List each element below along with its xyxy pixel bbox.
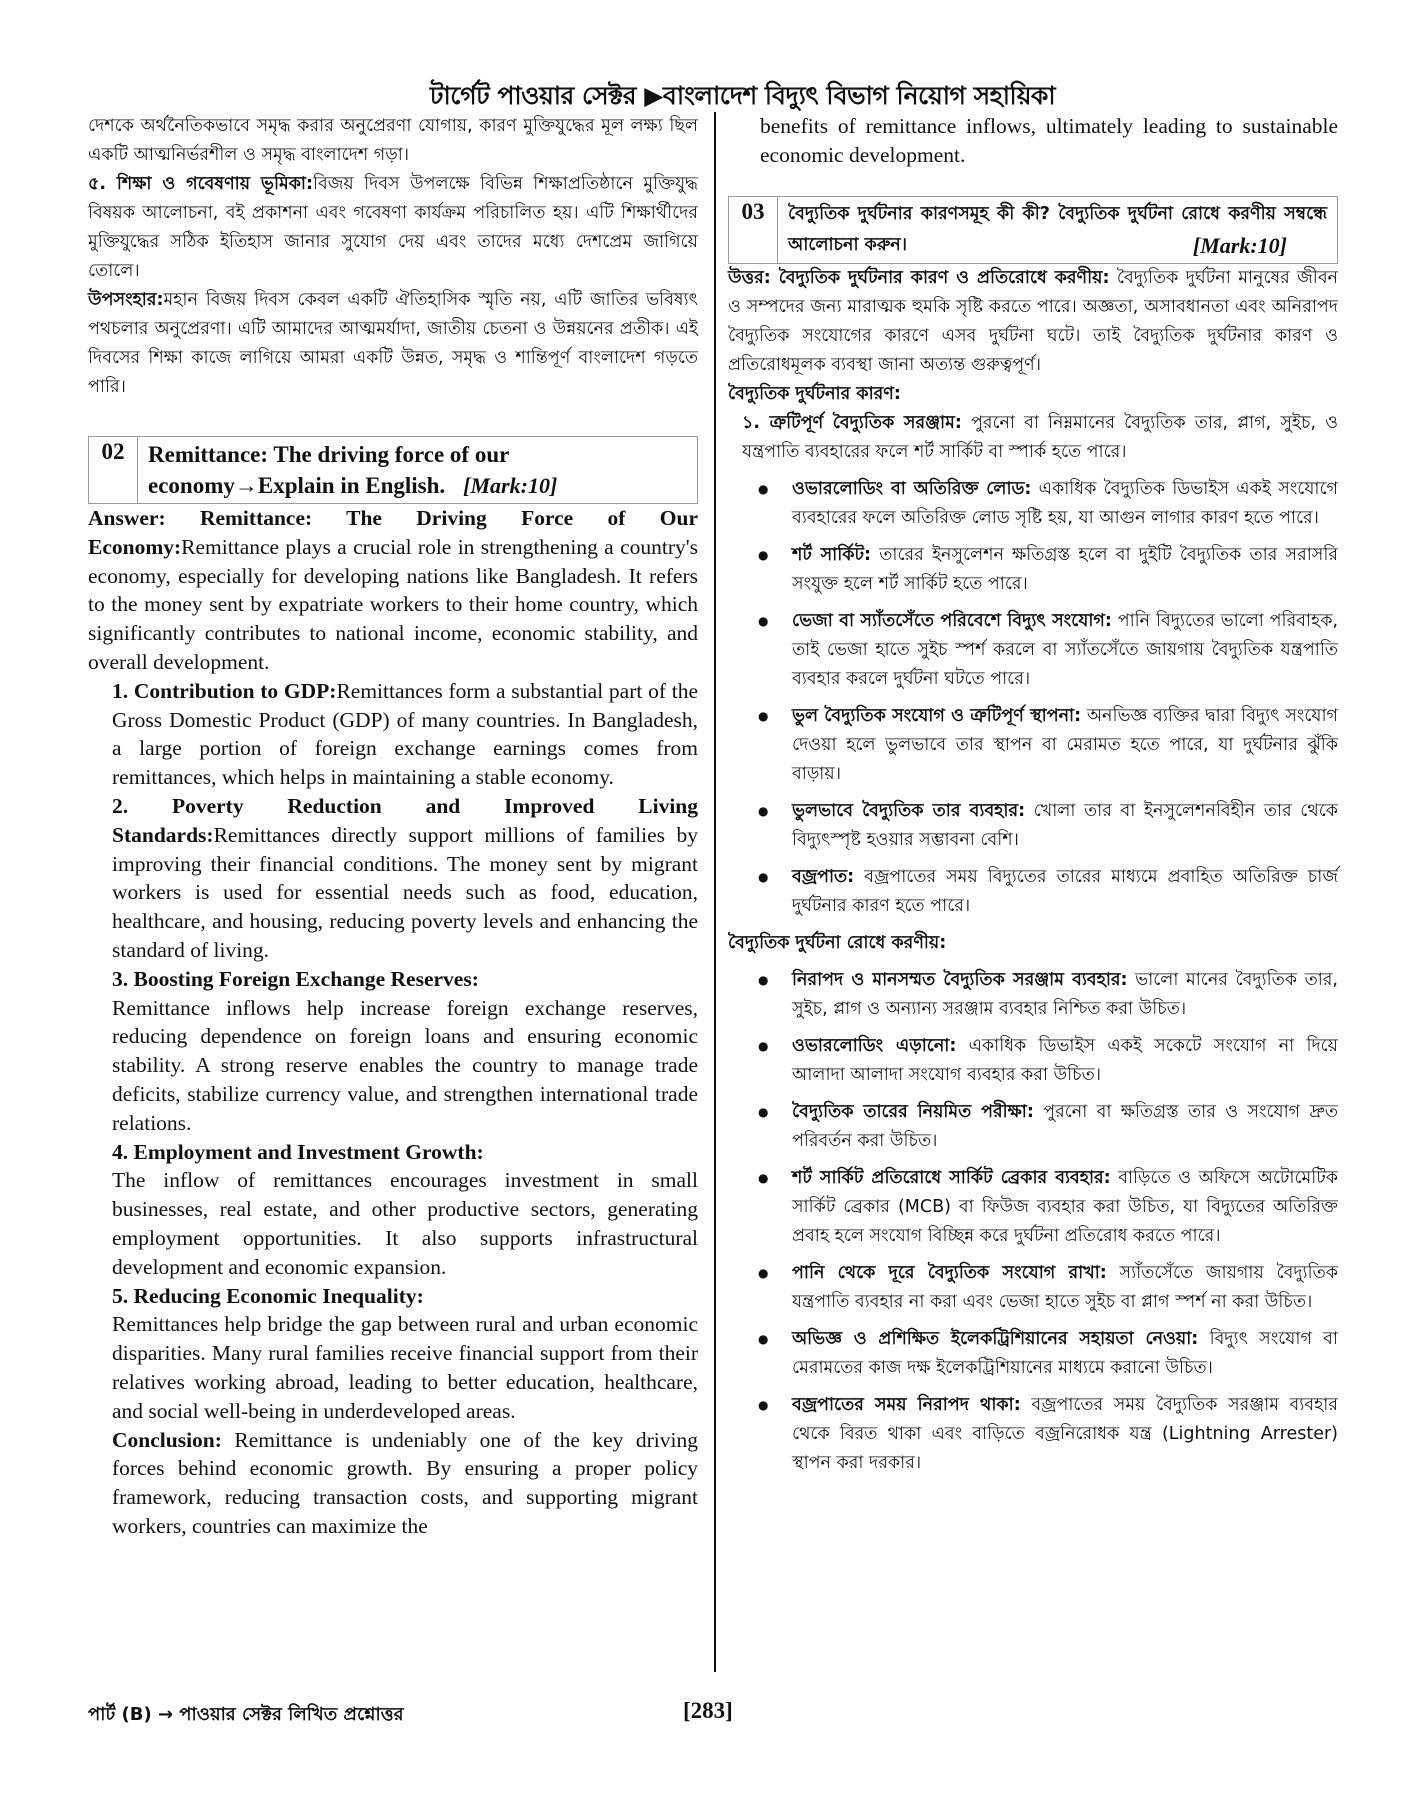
item-body: ভালো মানের বৈদ্যুতিক তার, সুইচ, প্লাগ ও অন্যান্য সরঞ্জাম ব্যবহার নিশ্চিত করা উচিত। <box>792 969 1338 1019</box>
list-item <box>792 1325 1338 1383</box>
question-02-box <box>88 436 698 504</box>
question-02-line2: economy→Explain in English. <box>148 473 446 498</box>
list-item <box>792 863 1338 921</box>
prevention-heading: বৈদ্যুতিক দুর্ঘটনা রোধে করণীয়: <box>728 932 947 953</box>
point-5-body: বিজয় দিবস উপলক্ষে বিভিন্ন শিক্ষাপ্রতিষ্ঠানে মুক্তিযুদ্ধ বিষয়ক আলোচনা, বই প্রকাশনা এবং গবেষণা কার্যক্রম পরিচালিত হয়। এটি শিক্ষার্থীদের মুক্তিযুদ্ধের সঠিক ইতিহাস জানার সুযোগ দেয় এবং তাদের মধ্যে দেশপ্রেম জাগিয়ে তোলে। <box>88 174 698 281</box>
point-heading: 1. Contribution to GDP: <box>112 678 337 703</box>
item-body: তারের ইনসুলেশন ক্ষতিগ্রস্ত হলে বা দুইটি বৈদ্যুতিক তার সরাসরি সংযুক্ত হলে শর্ট সার্কিট হতে পারে। <box>792 544 1338 594</box>
conclusion-body: Remittance is undeniably one of the key driving forces behind economic growth. By ensuring a proper policy framework, reducing transaction costs, and supporting migrant workers, countries can maximize the <box>112 1427 698 1538</box>
item-body: খোলা তার বা ইনসুলেশনবিহীন তার থেকে বিদ্যুৎস্পৃষ্ট হওয়ার সম্ভাবনা বেশি। <box>792 800 1338 850</box>
answer-02-point-1 <box>88 677 698 792</box>
question-03-box <box>728 196 1338 264</box>
answer-02-point-4 <box>88 1138 698 1282</box>
item-body: বিদ্যুৎ সংযোগ বা মেরামতের কাজ দক্ষ ইলেকট্রিশিয়ানের মাধ্যমে করানো উচিত। <box>792 1328 1338 1378</box>
item-body: পানি বিদ্যুতের ভালো পরিবাহক, তাই ভেজা হাতে সুইচ স্পর্শ করলে বা স্যাঁতসেঁতে জায়গায় বৈদ্যুতিক যন্ত্রপাতি ব্যবহার করলে দুর্ঘটনা ঘটতে পারে। <box>792 610 1339 689</box>
answer-02-intro-body: Remittance plays a crucial role in strengthening a country's economy, especially for developing nations like Bangladesh. It refers to the money sent by expatriate workers to their home country, which significantly contributes to national income, economic stability, and overall development. <box>88 534 698 674</box>
question-03-body: বৈদ্যুতিক দুর্ঘটনার কারণসমূহ কী কী? বৈদ্যুতিক দুর্ঘটনা রোধে করণীয় সম্বন্ধে আলোচনা করুন। <box>788 203 1327 255</box>
item-heading: ওভারলোডিং এড়ানো: <box>792 1035 957 1056</box>
left-column <box>88 112 698 1541</box>
list-item <box>792 475 1338 533</box>
item-heading: শর্ট সার্কিট: <box>792 544 872 565</box>
point-heading: 5. Reducing Economic Inequality: <box>112 1283 424 1308</box>
answer-03-intro <box>728 264 1338 380</box>
conclusion-bn-body: মহান বিজয় দিবস কেবল একটি ঐতিহাসিক স্মৃতি নয়, এটি জাতির ভবিষ্যৎ পথচলার অনুপ্রেরণা। এটি আমাদের আত্মমর্যাদা, জাতীয় চেতনা ও উন্নয়নের প্রতীক। এই দিবসের শিক্ষা কাজে লাগিয়ে আমরা একটি উন্নত, সমৃদ্ধ ও শান্তিপূর্ণ বাংলাদেশ গড়তে পারি। <box>88 290 698 397</box>
answer-02-intro-heading: Answer: Remittance: The Driving Force of Our Economy: <box>88 506 698 559</box>
list-item <box>792 1259 1338 1317</box>
answer-02-point-2 <box>88 792 698 965</box>
item-heading: ভুল বৈদ্যুতিক সংযোগ ও ত্রুটিপূর্ণ স্থাপনা: <box>792 705 1082 726</box>
item-body: অনভিজ্ঞ ব্যক্তির দ্বারা বিদ্যুৎ সংযোগ দেওয়া হলে ভুলভাবে তার স্থাপন বা মেরামত হতে পারে, যা দুর্ঘটনার ঝুঁকি বাড়ায়। <box>792 705 1338 784</box>
causes-list <box>728 475 1338 921</box>
item-heading: ভুলভাবে বৈদ্যুতিক তার ব্যবহার: <box>792 800 1026 821</box>
item-body: বাড়িতে ও অফিসে অটোমেটিক সার্কিট ব্রেকার (MCB) বা ফিউজ ব্যবহার করা উচিত, যা বিদ্যুতের অতিরিক্ত প্রবাহ হলে সংযোগ বিচ্ছিন্ন করে দুর্ঘটনা প্রতিরোধ করতে পারে। <box>792 1167 1339 1246</box>
item-body: বজ্রপাতের সময় বৈদ্যুতিক সরঞ্জাম ব্যবহার থেকে বিরত থাকা এবং বাড়িতে বজ্রনিরোধক যন্ত্র (Lightning Arrester) স্থাপন করা দরকার। <box>792 1394 1338 1473</box>
point-heading: 3. Boosting Foreign Exchange Reserves: <box>112 966 479 991</box>
column-divider <box>714 112 716 1672</box>
conclusion-bn-heading: উপসংহার: <box>88 290 164 310</box>
answer-03 <box>728 264 1338 1478</box>
item-body: বজ্রপাতের সময় বিদ্যুতের তারের মাধ্যমে প্রবাহিত অতিরিক্ত চার্জ দুর্ঘটনার কারণ হতে পারে। <box>792 866 1338 916</box>
question-03-number: 03 <box>729 197 778 263</box>
answer-02-point-3 <box>88 965 698 1138</box>
cause-1-heading: ১. ত্রুটিপূর্ণ বৈদ্যুতিক সরঞ্জাম: <box>742 412 962 433</box>
conclusion-heading: Conclusion: <box>112 1427 222 1452</box>
question-02-text <box>138 437 697 503</box>
point-5-heading: ৫. শিক্ষা ও গবেষণায় ভূমিকা: <box>88 174 314 194</box>
list-item <box>792 702 1338 789</box>
point-heading: 4. Employment and Investment Growth: <box>112 1139 484 1164</box>
question-03-mark: [Mark:10] <box>1192 232 1287 258</box>
cause-1-body: পুরনো বা নিম্নমানের বৈদ্যুতিক তার, প্লাগ, সুইচ, ও যন্ত্রপাতি ব্যবহারের ফলে শর্ট সার্কিট বা স্পার্ক হতে পারে। <box>742 412 1339 462</box>
prevention-list <box>728 966 1338 1478</box>
list-item <box>792 607 1338 694</box>
answer-03-intro-body: বৈদ্যুতিক দুর্ঘটনা মানুষের জীবন ও সম্পদের জন্য মারাত্মক হুমকি সৃষ্টি করতে পারে। অজ্ঞতা, অসাবধানতা এবং অনিরাপদ বৈদ্যুতিক সংযোগের কারণে এসব দুর্ঘটনা ঘটে। তাই বৈদ্যুতিক দুর্ঘটনার কারণ ও প্রতিরোধমূলক ব্যবস্থা জানা অত্যন্ত গুরুত্বপূর্ণ। <box>728 267 1338 375</box>
list-item <box>792 966 1338 1024</box>
continued-paragraph-en: benefits of remittance inflows, ultimately leading to sustainable economic development. <box>760 114 1338 167</box>
list-item <box>792 1098 1338 1156</box>
point-body: Remittances form a substantial part of the Gross Domestic Product (GDP) of many countries. In Bangladesh, a large portion of foreign exchange earnings comes from remittances, which helps in maintaining a stable economy. <box>112 678 698 790</box>
item-heading: ভেজা বা স্যাঁতসেঁতে পরিবেশে বিদ্যুৎ সংযোগ: <box>792 610 1112 631</box>
answer-03-intro-heading: উত্তর: বৈদ্যুতিক দুর্ঘটনার কারণ ও প্রতিরোধে করণীয়: <box>728 267 1110 288</box>
point-body: The inflow of remittances encourages investment in small businesses, real estate, and other productive sectors, generating employment opportunities. It also supports infrastructural development and economic expansion. <box>112 1168 698 1279</box>
item-body: একাধিক ডিভাইস একই সকেটে সংযোগ না দিয়ে আলাদা আলাদা সংযোগ ব্যবহার করা উচিত। <box>792 1035 1338 1085</box>
page-header-title: টার্গেট পাওয়ার সেক্টর ▶বাংলাদেশ বিদ্যুৎ বিভাগ নিয়োগ সহায়িকা <box>429 81 1056 110</box>
item-heading: শর্ট সার্কিট প্রতিরোধে সার্কিট ব্রেকার ব্যবহার: <box>792 1167 1111 1188</box>
cause-1 <box>728 409 1338 467</box>
answer-02-intro <box>88 504 698 677</box>
item-heading: নিরাপদ ও মানসম্মত বৈদ্যুতিক সরঞ্জাম ব্যবহার: <box>792 969 1128 990</box>
page-number: [283] <box>683 1698 733 1723</box>
point-heading: 2. Poverty Reduction and Improved Living Standards: <box>112 793 698 847</box>
list-item <box>792 1032 1338 1090</box>
point-body: Remittances help bridge the gap between rural and urban economic disparities. Many rural families receive financial support from their relatives working abroad, leading to better education, healthcare, and social well-being in underdeveloped areas. <box>112 1312 698 1423</box>
list-item <box>792 797 1338 855</box>
list-item <box>792 1164 1338 1251</box>
point-body: Remittance inflows help increase foreign exchange reserves, reducing dependence on foreign loans and ensuring economic stability. A strong reserve enables the country to manage trade deficits, stabilize currency value, and strengthen international trade relations. <box>112 995 698 1135</box>
answer-02-conclusion <box>88 1426 698 1541</box>
list-item <box>792 541 1338 599</box>
question-02-number: 02 <box>89 437 138 503</box>
conclusion-bn-paragraph <box>88 286 698 402</box>
list-item <box>792 1391 1338 1478</box>
footer-section-label: পার্ট (B) → পাওয়ার সেক্টর লিখিত প্রশ্নোত্তর <box>88 1704 404 1725</box>
point-5-paragraph <box>88 170 698 286</box>
item-heading: ওভারলোডিং বা অতিরিক্ত লোড: <box>792 478 1032 499</box>
item-heading: বৈদ্যুতিক তারের নিয়মিত পরীক্ষা: <box>792 1101 1034 1122</box>
item-heading: অভিজ্ঞ ও প্রশিক্ষিত ইলেকট্রিশিয়ানের সহায়তা নেওয়া: <box>792 1328 1199 1349</box>
causes-heading: বৈদ্যুতিক দুর্ঘটনার কারণ: <box>728 383 901 404</box>
item-body: একাধিক বৈদ্যুতিক ডিভাইস একই সংযোগে ব্যবহারের ফলে অতিরিক্ত লোড সৃষ্টি হয়, যা আগুন লাগার কারণ হতে পারে। <box>792 478 1338 528</box>
item-body: পুরনো বা ক্ষতিগ্রস্ত তার ও সংযোগ দ্রুত পরিবর্তন করা উচিত। <box>792 1101 1338 1151</box>
item-heading: বজ্রপাত: <box>792 866 855 887</box>
answer-02 <box>88 504 698 1541</box>
point-body: Remittances directly support millions of families by improving their financial conditions. The money sent by migrant workers is used for essential needs such as food, education, healthcare, and housing, reducing poverty levels and enhancing the standard of living. <box>112 822 698 962</box>
continued-paragraph-bn: দেশকে অর্থনৈতিকভাবে সমৃদ্ধ করার অনুপ্রেরণা যোগায়, কারণ মুক্তিযুদ্ধের মূল লক্ষ্য ছিল একটি আত্মনির্ভরশীল ও সমৃদ্ধ বাংলাদেশ গড়া। <box>88 116 698 165</box>
answer-02-point-5 <box>88 1282 698 1426</box>
right-column <box>728 112 1338 1486</box>
question-02-line1: Remittance: The driving force of our <box>148 442 510 467</box>
item-heading: পানি থেকে দূরে বৈদ্যুতিক সংযোগ রাখা: <box>792 1262 1107 1283</box>
item-body: স্যাঁতসেঁতে জায়গায় বৈদ্যুতিক যন্ত্রপাতি ব্যবহার না করা এবং ভেজা হাতে সুইচ বা প্লাগ স্পর্শ না করা উচিত। <box>792 1262 1338 1312</box>
item-heading: বজ্রপাতের সময় নিরাপদ থাকা: <box>792 1394 1021 1415</box>
question-02-mark: [Mark:10] <box>463 473 558 498</box>
question-03-text <box>778 197 1337 263</box>
